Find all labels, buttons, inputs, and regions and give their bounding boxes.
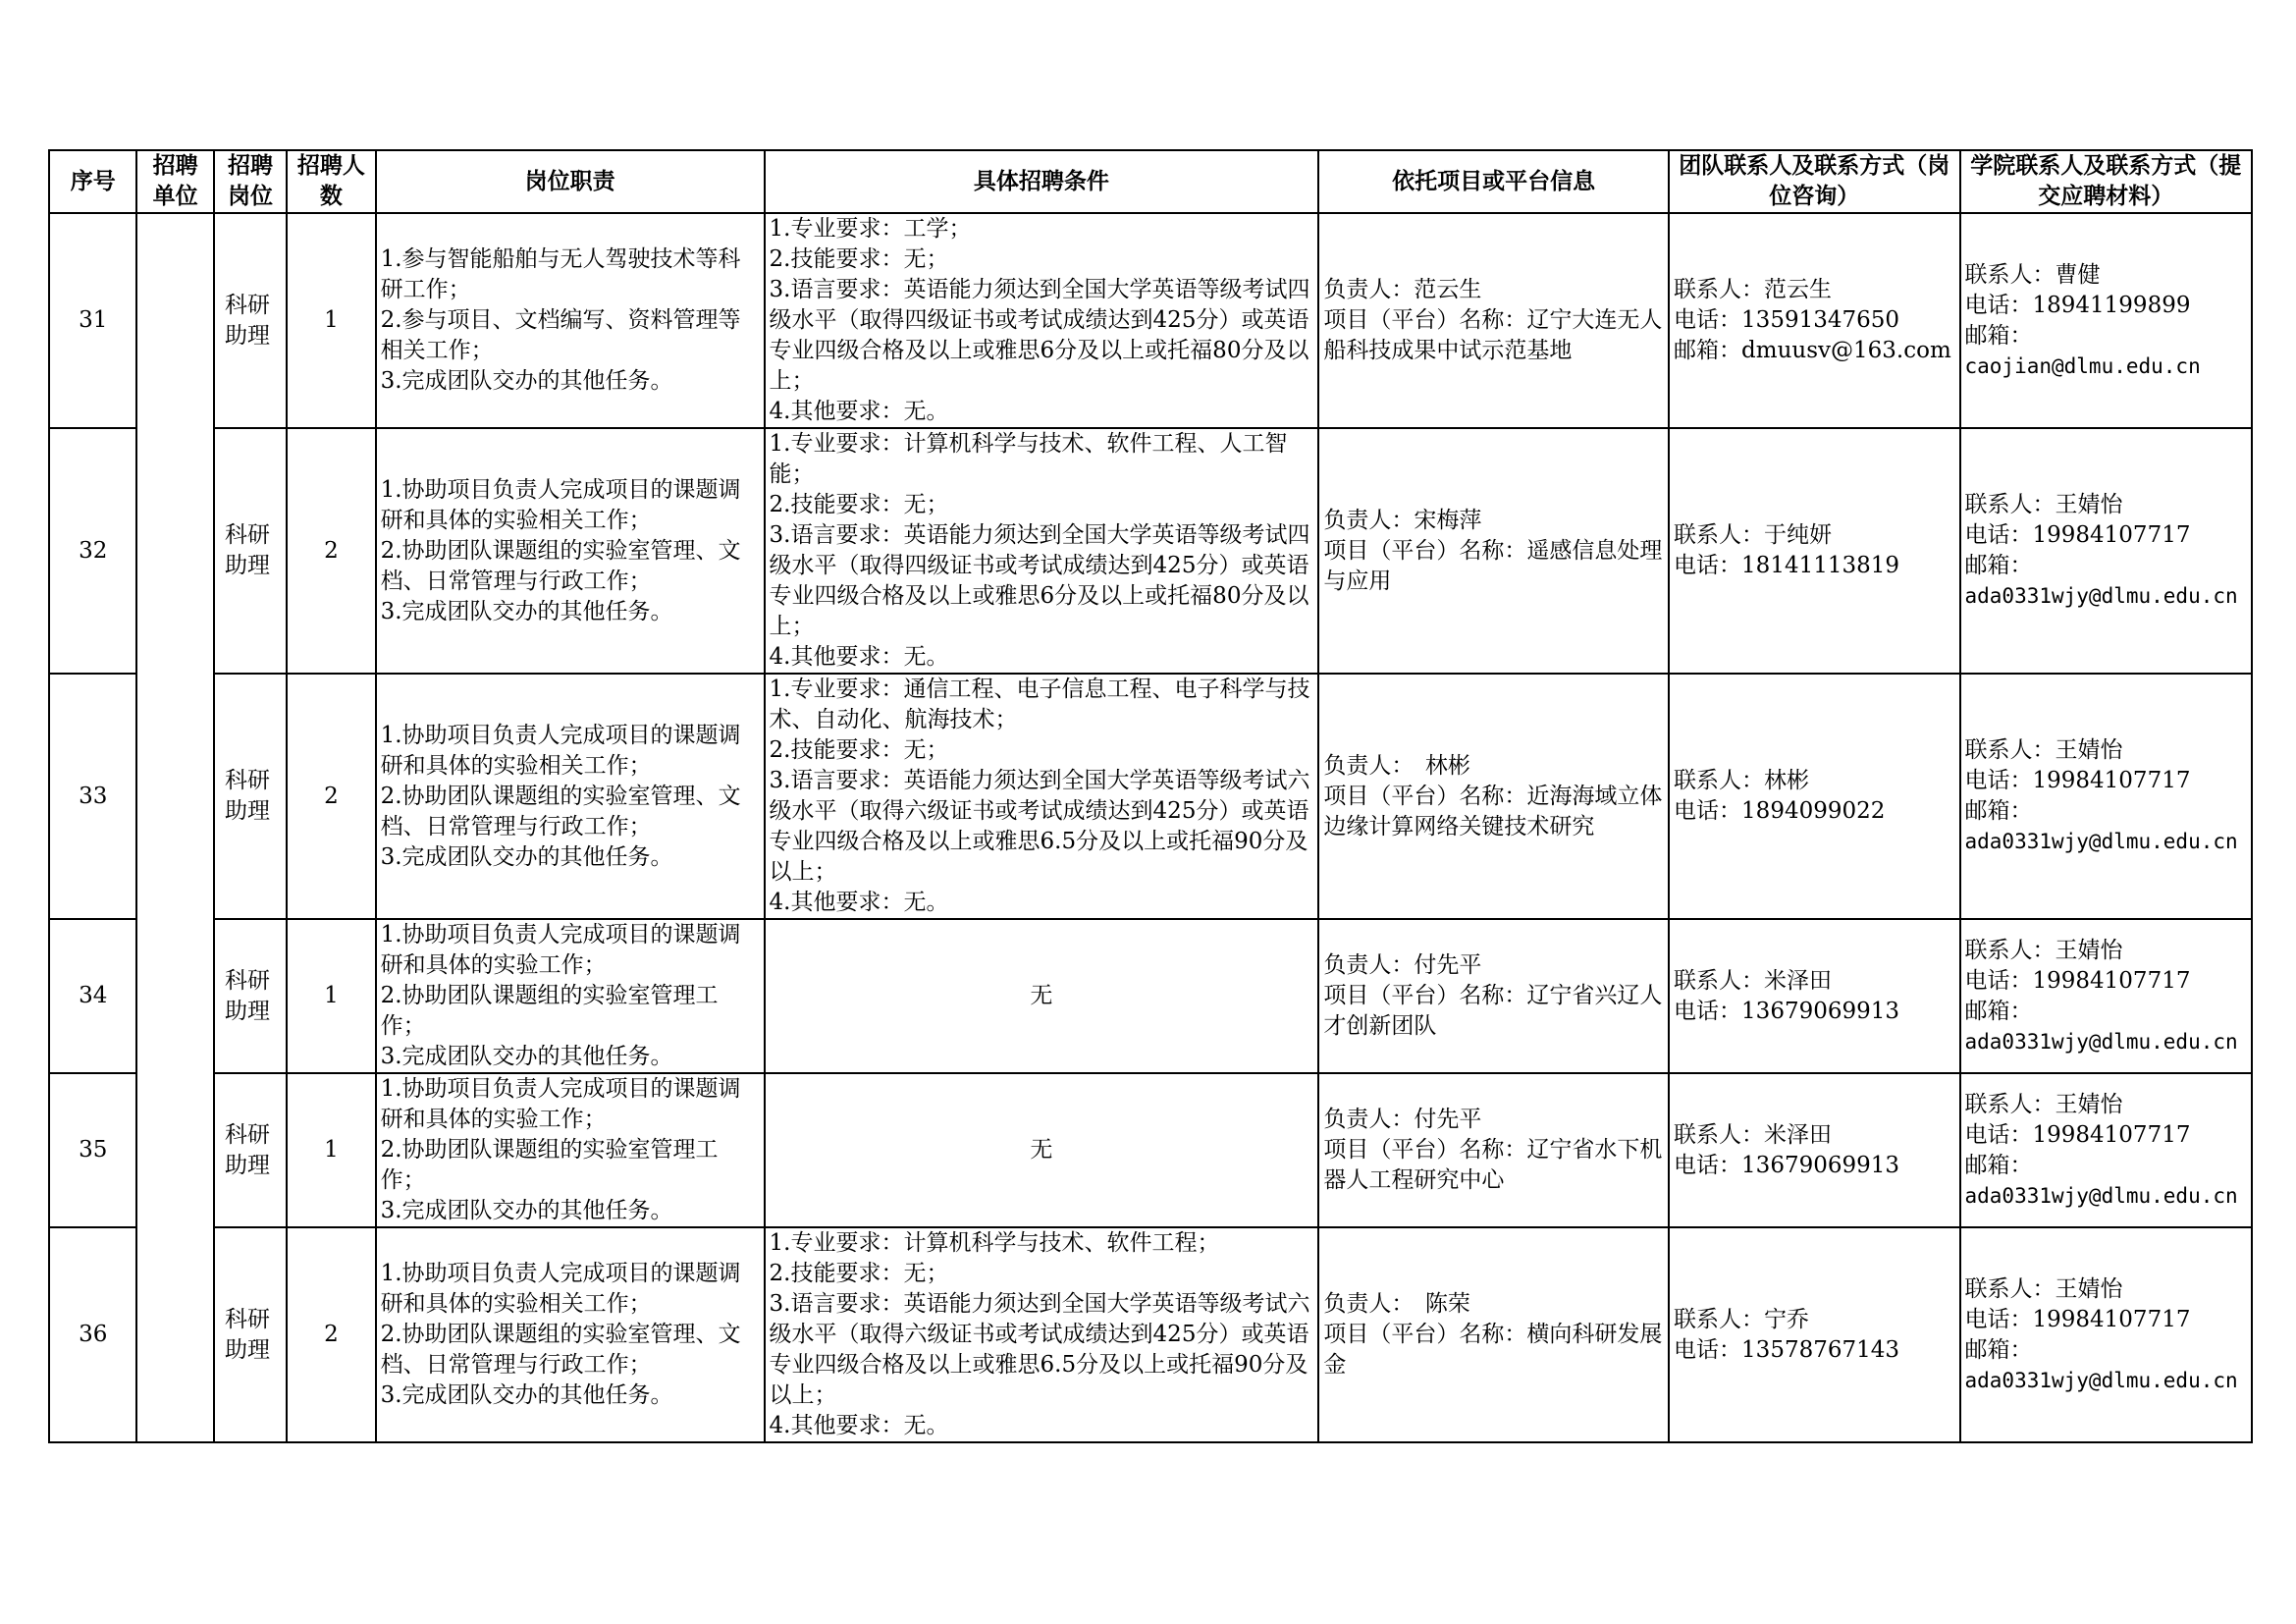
- cell-line: 电话：18941199899: [1964, 292, 2191, 318]
- project-cell: [1318, 1073, 1669, 1227]
- position-cell: [214, 1227, 287, 1442]
- header-team-contact: 团队联系人及联系方式（岗位咨询）: [1669, 150, 1959, 213]
- cell-line: 负责人：付先平: [1323, 1107, 1482, 1132]
- seq-cell: 35: [49, 1073, 136, 1227]
- college-contact-cell: [1960, 919, 2253, 1073]
- table-row: [49, 1227, 2252, 1442]
- project-cell: [1318, 428, 1669, 674]
- college-contact-cell: [1960, 674, 2253, 919]
- table-header-row: [49, 150, 2252, 213]
- conditions-cell: [765, 213, 1319, 428]
- cell-line: 邮箱：dmuusv@163.com: [1674, 338, 1951, 363]
- cell-line: 1.专业要求：计算机科学与技术、软件工程、人工智能；: [769, 431, 1288, 487]
- college-contact-cell: [1960, 213, 2253, 428]
- cell-line: 4.其他要求：无。: [769, 644, 949, 670]
- cell-line: 3.语言要求：英语能力须达到全国大学英语等级考试四级水平（取得四级证书或考试成绩达到425分）或英语专业四级合格及以上或雅思6分及以上或托福80分及以上；: [769, 277, 1310, 394]
- cell-line: 电话：19984107717: [1964, 1306, 2191, 1332]
- cell-line: 联系人：王婧怡: [1964, 937, 2123, 963]
- seq-cell: 33: [49, 674, 136, 919]
- seq-cell: 31: [49, 213, 136, 428]
- cell-line: 2.技能要求：无；: [769, 737, 949, 763]
- header-position: 招聘岗位: [214, 150, 287, 213]
- cell-line: 电话：13679069913: [1674, 1152, 1900, 1178]
- table-body: [49, 213, 2252, 1442]
- cell-line: 电话：13578767143: [1674, 1336, 1900, 1363]
- cell-line: 联系人：曹健: [1964, 261, 2101, 288]
- cell-line: 3.完成团队交办的其他任务。: [380, 1044, 673, 1069]
- cell-line: 联系人：王婧怡: [1964, 737, 2123, 763]
- email-text: ada0331wjy@dlmu.edu.cn: [1964, 1029, 2238, 1054]
- cell-line: 电话：13679069913: [1674, 998, 1900, 1024]
- table-row: [49, 919, 2252, 1073]
- cell-line: 联系人：王婧怡: [1964, 1275, 2123, 1302]
- position-cell: [214, 919, 287, 1073]
- position-text: 科研助理: [224, 522, 270, 578]
- header-conditions: 具体招聘条件: [765, 150, 1319, 213]
- header-count: 招聘人数: [287, 150, 375, 213]
- seq-cell: 34: [49, 919, 136, 1073]
- cell-line: 4.其他要求：无。: [769, 1413, 949, 1438]
- count-cell: 1: [287, 213, 375, 428]
- duties-cell: [376, 1073, 765, 1227]
- header-unit: 招聘单位: [136, 150, 213, 213]
- cell-line: 2.技能要求：无；: [769, 1261, 949, 1286]
- cell-line: 3.完成团队交办的其他任务。: [380, 843, 673, 870]
- cell-line: 1.协助项目负责人完成项目的课题调研和具体的实验工作；: [380, 922, 741, 978]
- cell-line: 3.完成团队交办的其他任务。: [380, 1382, 673, 1408]
- cell-line: 3.完成团队交办的其他任务。: [380, 368, 673, 394]
- team-contact-cell: [1669, 674, 1959, 919]
- cell-line: 邮箱：: [1964, 998, 2033, 1024]
- count-cell: 2: [287, 428, 375, 674]
- header-project: 依托项目或平台信息: [1318, 150, 1669, 213]
- cell-line: 1.协助项目负责人完成项目的课题调研和具体的实验工作；: [380, 1076, 741, 1132]
- position-text: 科研助理: [224, 1306, 270, 1363]
- table-row: [49, 674, 2252, 919]
- team-contact-cell: [1669, 919, 1959, 1073]
- cell-line: 1.专业要求：计算机科学与技术、软件工程；: [769, 1230, 1220, 1256]
- email-text: ada0331wjy@dlmu.edu.cn: [1964, 830, 2238, 853]
- cell-line: 联系人：宁乔: [1674, 1306, 1810, 1332]
- email-text: ada0331wjy@dlmu.edu.cn: [1964, 584, 2238, 608]
- email-text: ada0331wjy@dlmu.edu.cn: [1964, 1368, 2238, 1392]
- unit-cell: [136, 213, 213, 1442]
- team-contact-cell: [1669, 428, 1959, 674]
- cell-line: 2.协助团队课题组的实验室管理工作；: [380, 1137, 719, 1193]
- cell-line: 邮箱：: [1964, 798, 2033, 824]
- conditions-cell: 无: [765, 1073, 1319, 1227]
- college-contact-cell: [1960, 1073, 2253, 1227]
- recruitment-table: [48, 149, 2253, 1443]
- cell-line: 负责人：宋梅萍: [1323, 507, 1482, 533]
- cell-line: 电话：19984107717: [1964, 522, 2191, 548]
- cell-line: 负责人： 陈荣: [1323, 1291, 1470, 1317]
- cell-line: 项目（平台）名称：遥感信息处理与应用: [1323, 537, 1663, 594]
- cell-line: 2.协助团队课题组的实验室管理、文档、日常管理与行政工作；: [380, 1322, 741, 1378]
- cell-line: 2.参与项目、文档编写、资料管理等相关工作；: [380, 307, 741, 363]
- cell-line: 4.其他要求：无。: [769, 399, 949, 424]
- cell-line: 1.协助项目负责人完成项目的课题调研和具体的实验相关工作；: [380, 722, 741, 779]
- conditions-cell: [765, 1227, 1319, 1442]
- conditions-cell: [765, 674, 1319, 919]
- project-cell: [1318, 1227, 1669, 1442]
- header-duties: 岗位职责: [376, 150, 765, 213]
- college-contact-cell: [1960, 1227, 2253, 1442]
- cell-line: 3.语言要求：英语能力须达到全国大学英语等级考试四级水平（取得四级证书或考试成绩达到425分）或英语专业四级合格及以上或雅思6分及以上或托福80分及以上；: [769, 522, 1310, 639]
- cell-line: 邮箱：: [1964, 1152, 2033, 1178]
- cell-line: 1.协助项目负责人完成项目的课题调研和具体的实验相关工作；: [380, 1261, 741, 1317]
- header-college-contact: 学院联系人及联系方式（提交应聘材料）: [1960, 150, 2253, 213]
- cell-line: 电话：18141113819: [1674, 553, 1900, 578]
- position-text: 科研助理: [224, 768, 270, 824]
- cell-line: 联系人：林彬: [1674, 768, 1810, 793]
- cell-line: 电话：19984107717: [1964, 1121, 2191, 1148]
- cell-line: 联系人：米泽田: [1674, 967, 1833, 994]
- position-text: 科研助理: [224, 292, 270, 349]
- cell-line: 3.语言要求：英语能力须达到全国大学英语等级考试六级水平（取得六级证书或考试成绩达到425分）或英语专业四级合格及以上或雅思6.5分及以上或托福90分及以上；: [769, 768, 1310, 885]
- seq-cell: 32: [49, 428, 136, 674]
- header-seq: 序号: [49, 150, 136, 213]
- cell-line: 项目（平台）名称：辽宁省水下机器人工程研究中心: [1323, 1137, 1663, 1193]
- position-text: 科研助理: [224, 967, 270, 1024]
- duties-cell: [376, 1227, 765, 1442]
- cell-line: 电话：13591347650: [1674, 307, 1900, 333]
- cell-line: 负责人：范云生: [1323, 277, 1482, 302]
- count-cell: 1: [287, 919, 375, 1073]
- duties-cell: [376, 428, 765, 674]
- seq-cell: 36: [49, 1227, 136, 1442]
- count-cell: 2: [287, 674, 375, 919]
- cell-line: 联系人：于纯妍: [1674, 522, 1833, 548]
- cell-line: 2.技能要求：无；: [769, 492, 949, 517]
- cell-line: 邮箱：: [1964, 553, 2033, 578]
- cell-line: 3.语言要求：英语能力须达到全国大学英语等级考试六级水平（取得六级证书或考试成绩达到425分）或英语专业四级合格及以上或雅思6.5分及以上或托福90分及以上；: [769, 1291, 1310, 1408]
- cell-line: 项目（平台）名称：横向科研发展金: [1323, 1322, 1663, 1378]
- cell-line: 1.协助项目负责人完成项目的课题调研和具体的实验相关工作；: [380, 476, 741, 533]
- table-row: [49, 428, 2252, 674]
- team-contact-cell: [1669, 1073, 1959, 1227]
- duties-cell: [376, 213, 765, 428]
- table-row: [49, 1073, 2252, 1227]
- position-cell: [214, 674, 287, 919]
- cell-line: 1.专业要求：通信工程、电子信息工程、电子科学与技术、自动化、航海技术；: [769, 677, 1310, 732]
- cell-line: 邮箱：: [1964, 1336, 2033, 1363]
- cell-line: 2.协助团队课题组的实验室管理工作；: [380, 983, 719, 1039]
- position-text: 科研助理: [224, 1121, 270, 1178]
- cell-line: 联系人：范云生: [1674, 277, 1833, 302]
- cell-line: 3.完成团队交办的其他任务。: [380, 1198, 673, 1223]
- cell-line: 电话：19984107717: [1964, 967, 2191, 994]
- duties-cell: [376, 674, 765, 919]
- cell-line: 负责人：付先平: [1323, 952, 1482, 978]
- email-text: ada0331wjy@dlmu.edu.cn: [1964, 1183, 2238, 1208]
- cell-line: 电话：1894099022: [1674, 798, 1886, 824]
- cell-line: 2.技能要求：无；: [769, 246, 949, 272]
- cell-line: 项目（平台）名称：近海海域立体边缘计算网络关键技术研究: [1323, 783, 1663, 839]
- position-cell: [214, 1073, 287, 1227]
- project-cell: [1318, 674, 1669, 919]
- cell-line: 1.参与智能船舶与无人驾驶技术等科研工作；: [380, 246, 741, 302]
- project-cell: [1318, 213, 1669, 428]
- cell-line: 项目（平台）名称：辽宁省兴辽人才创新团队: [1323, 983, 1663, 1039]
- team-contact-cell: [1669, 1227, 1959, 1442]
- position-cell: [214, 213, 287, 428]
- table-row: [49, 213, 2252, 428]
- cell-line: 联系人：王婧怡: [1964, 1091, 2123, 1117]
- duties-cell: [376, 919, 765, 1073]
- email-text: caojian@dlmu.edu.cn: [1964, 353, 2201, 378]
- cell-line: 项目（平台）名称：辽宁大连无人船科技成果中试示范基地: [1323, 307, 1663, 363]
- team-contact-cell: [1669, 213, 1959, 428]
- cell-line: 2.协助团队课题组的实验室管理、文档、日常管理与行政工作；: [380, 783, 741, 839]
- project-cell: [1318, 919, 1669, 1073]
- cell-line: 4.其他要求：无。: [769, 890, 949, 915]
- cell-line: 2.协助团队课题组的实验室管理、文档、日常管理与行政工作；: [380, 537, 741, 594]
- college-contact-cell: [1960, 428, 2253, 674]
- cell-line: 负责人： 林彬: [1323, 752, 1470, 779]
- position-cell: [214, 428, 287, 674]
- cell-line: 电话：19984107717: [1964, 768, 2191, 793]
- cell-line: 3.完成团队交办的其他任务。: [380, 598, 673, 624]
- count-cell: 1: [287, 1073, 375, 1227]
- cell-line: 1.专业要求：工学；: [769, 216, 972, 242]
- cell-line: 联系人：王婧怡: [1964, 492, 2123, 517]
- cell-line: 邮箱：: [1964, 322, 2033, 349]
- count-cell: 2: [287, 1227, 375, 1442]
- conditions-cell: 无: [765, 919, 1319, 1073]
- conditions-cell: [765, 428, 1319, 674]
- cell-line: 联系人：米泽田: [1674, 1121, 1833, 1148]
